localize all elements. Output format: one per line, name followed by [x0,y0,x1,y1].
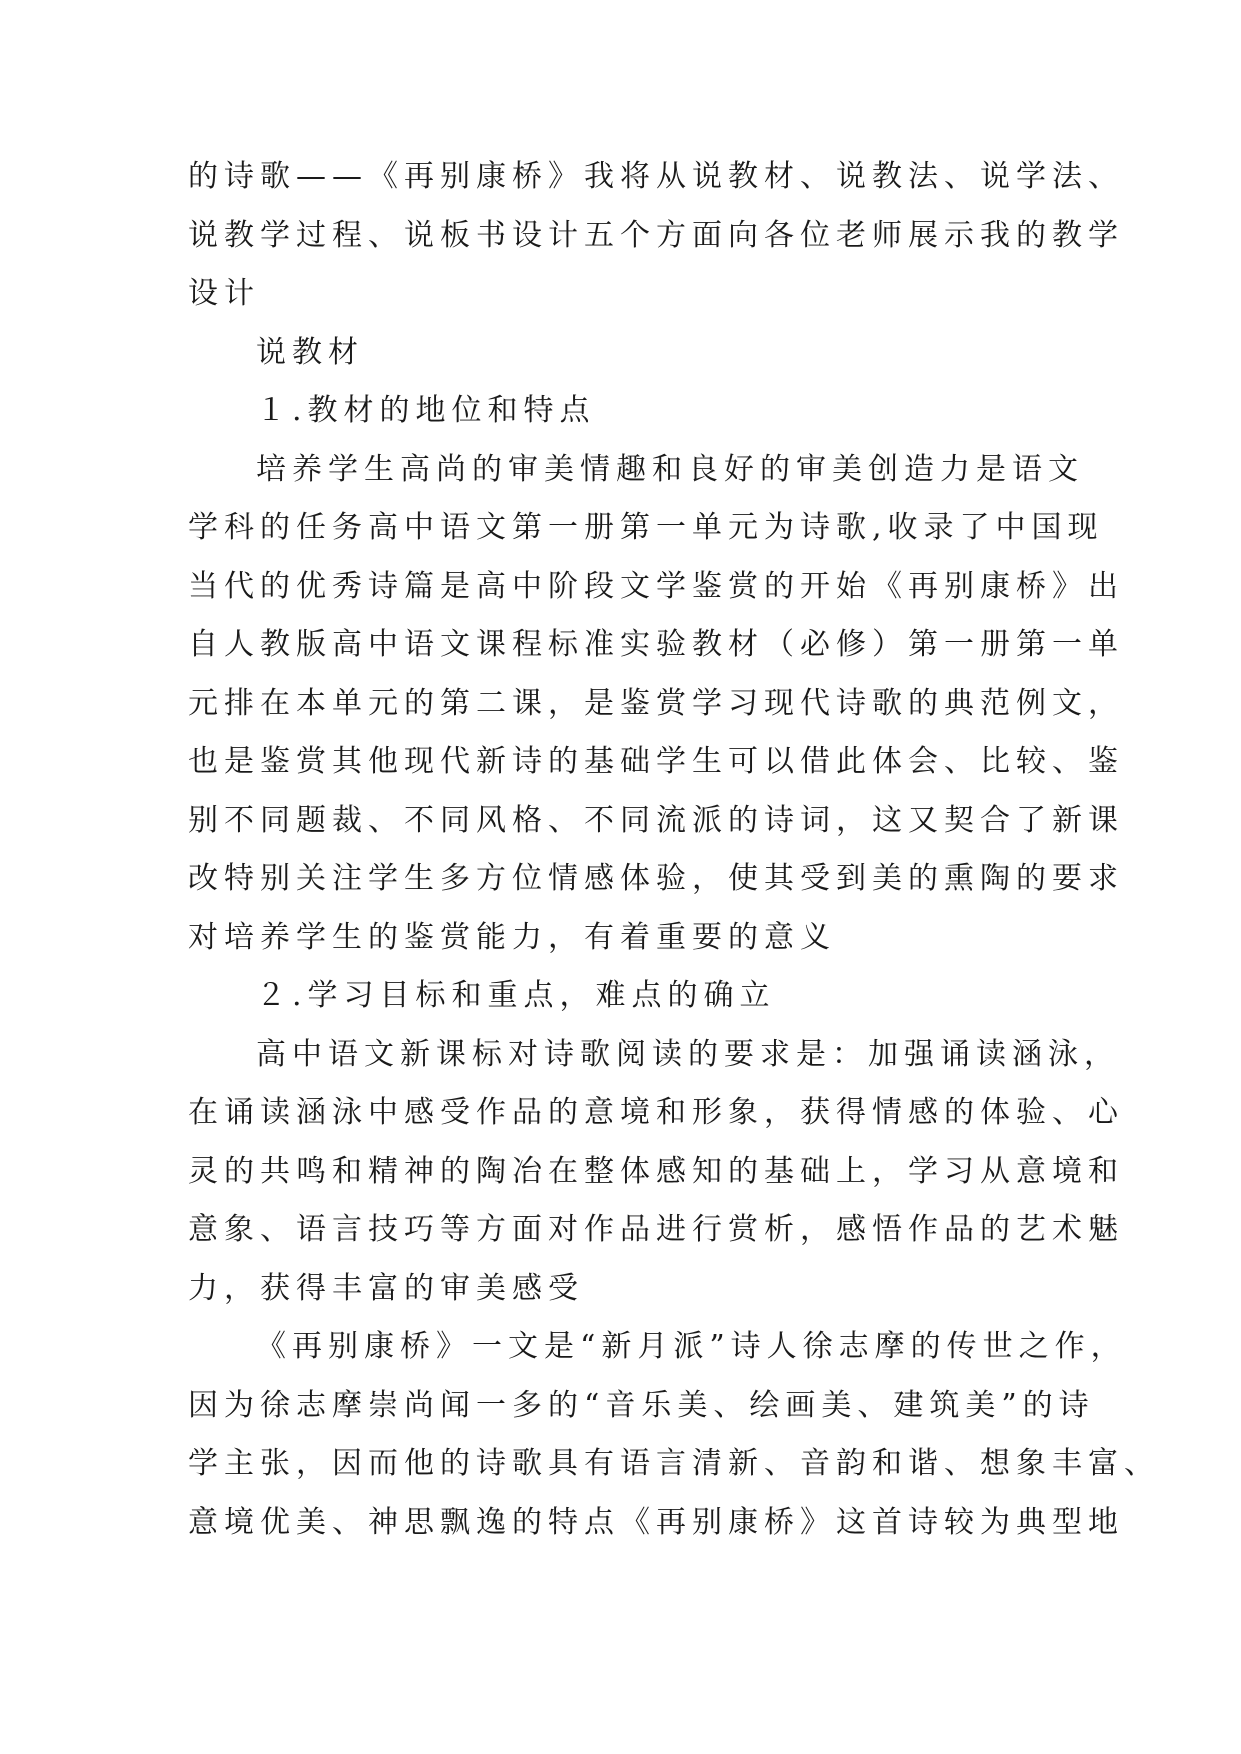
text-line: 自人教版高中语文课程标准实验教材（必修）第一册第一单 [188,627,1124,662]
text-line: 高中语文新课标对诗歌阅读的要求是：加强诵读涵泳， [256,1036,1120,1072]
text-line: 在诵读涵泳中感受作品的意境和形象，获得情感的体验、心 [188,1095,1124,1130]
text-line: 因为徐志摩崇尚闻一多的“音乐美、绘画美、建筑美”的诗 [188,1387,1095,1423]
text-line: 设计 [188,276,260,311]
text-line: 学主张，因而他的诗歌具有语言清新、音韵和谐、想象丰富、 [188,1446,1160,1481]
text-line: 别不同题裁、不同风格、不同流派的诗词，这又契合了新课 [188,802,1124,838]
text-line: 灵的共鸣和精神的陶冶在整体感知的基础上，学习从意境和 [188,1153,1124,1189]
text-line: 的诗歌——《再别康桥》我将从说教材、说教法、说学法、 [188,159,1124,194]
document-body [188,148,1160,1552]
text-line: 意象、语言技巧等方面对作品进行赏析，感悟作品的艺术魅 [188,1212,1124,1247]
subsection-heading: ２.学习目标和重点，难点的确立 [256,978,776,1013]
text-line: 力，获得丰富的审美感受 [188,1270,584,1306]
text-line: 说教学过程、说板书设计五个方面向各位老师展示我的教学 [188,217,1124,253]
text-line: 《再别康桥》一文是“新月派”诗人徐志摩的传世之作， [256,1329,1127,1364]
text-line: 学科的任务高中语文第一册第一单元为诗歌,收录了中国现 [188,510,1104,545]
section-heading: 说教材 [256,334,364,370]
subsection-heading: １.教材的地位和特点 [256,393,596,428]
text-line: 对培养学生的鉴赏能力，有着重要的意义 [188,919,836,955]
text-line: 改特别关注学生多方位情感体验，使其受到美的熏陶的要求 [188,861,1124,896]
text-line: 也是鉴赏其他现代新诗的基础学生可以借此体会、比较、鉴 [188,744,1124,779]
text-line: 当代的优秀诗篇是高中阶段文学鉴赏的开始《再别康桥》出 [188,568,1124,604]
text-line: 培养学生高尚的审美情趣和良好的审美创造力是语文 [256,451,1084,487]
text-line: 元排在本单元的第二课，是鉴赏学习现代诗歌的典范例文， [188,685,1124,721]
text-line: 意境优美、神思飘逸的特点《再别康桥》这首诗较为典型地 [188,1504,1124,1540]
